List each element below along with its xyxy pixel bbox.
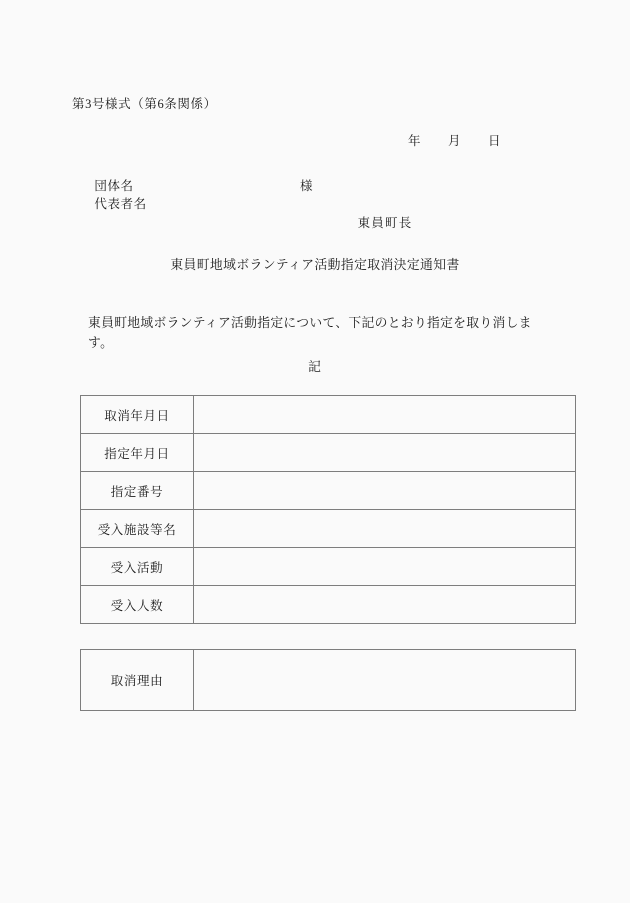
date-line (380, 116, 560, 164)
row-value-field[interactable] (194, 510, 576, 548)
day-label: 日 (487, 134, 501, 148)
row-value-field[interactable] (194, 548, 576, 586)
body-paragraph: 東員町地域ボランティア活動指定について、下記のとおり指定を取り消します。 (88, 316, 532, 350)
representative-label: 代表者名 (94, 197, 147, 211)
organization-label: 団体名 (94, 179, 134, 193)
row-value-field[interactable] (194, 586, 576, 624)
organization-line (72, 159, 147, 193)
table-row (81, 434, 576, 472)
row-value-field[interactable] (194, 650, 576, 711)
addressee-block (72, 159, 314, 211)
form-number: 第3号様式（第6条関係） (72, 97, 217, 111)
row-label: 指定年月日 (81, 434, 194, 472)
detail-table (80, 395, 576, 624)
table-row (81, 510, 576, 548)
table-row (81, 472, 576, 510)
row-label: 受入施設等名 (81, 510, 194, 548)
row-label: 取消年月日 (81, 396, 194, 434)
row-value-field[interactable] (194, 472, 576, 510)
table-row (81, 396, 576, 434)
issuer-title: 東員町長 (357, 216, 413, 230)
reason-table (80, 649, 576, 711)
year-label: 年 (407, 134, 421, 148)
reason-table-body (81, 650, 576, 711)
row-label: 受入活動 (81, 548, 194, 586)
row-value-field[interactable] (194, 434, 576, 472)
page-title: 東員町地域ボランティア活動指定取消決定通知書 (170, 258, 460, 272)
row-label: 取消理由 (81, 650, 194, 711)
table-row (81, 548, 576, 586)
representative-line (72, 177, 314, 211)
table-row (81, 650, 576, 711)
honorific-label: 様 (300, 179, 314, 193)
ki-marker: 記 (308, 360, 322, 374)
table-row (81, 586, 576, 624)
row-label: 受入人数 (81, 586, 194, 624)
detail-table-body (81, 396, 576, 624)
row-label: 指定番号 (81, 472, 194, 510)
row-value-field[interactable] (194, 396, 576, 434)
month-label: 月 (447, 134, 461, 148)
